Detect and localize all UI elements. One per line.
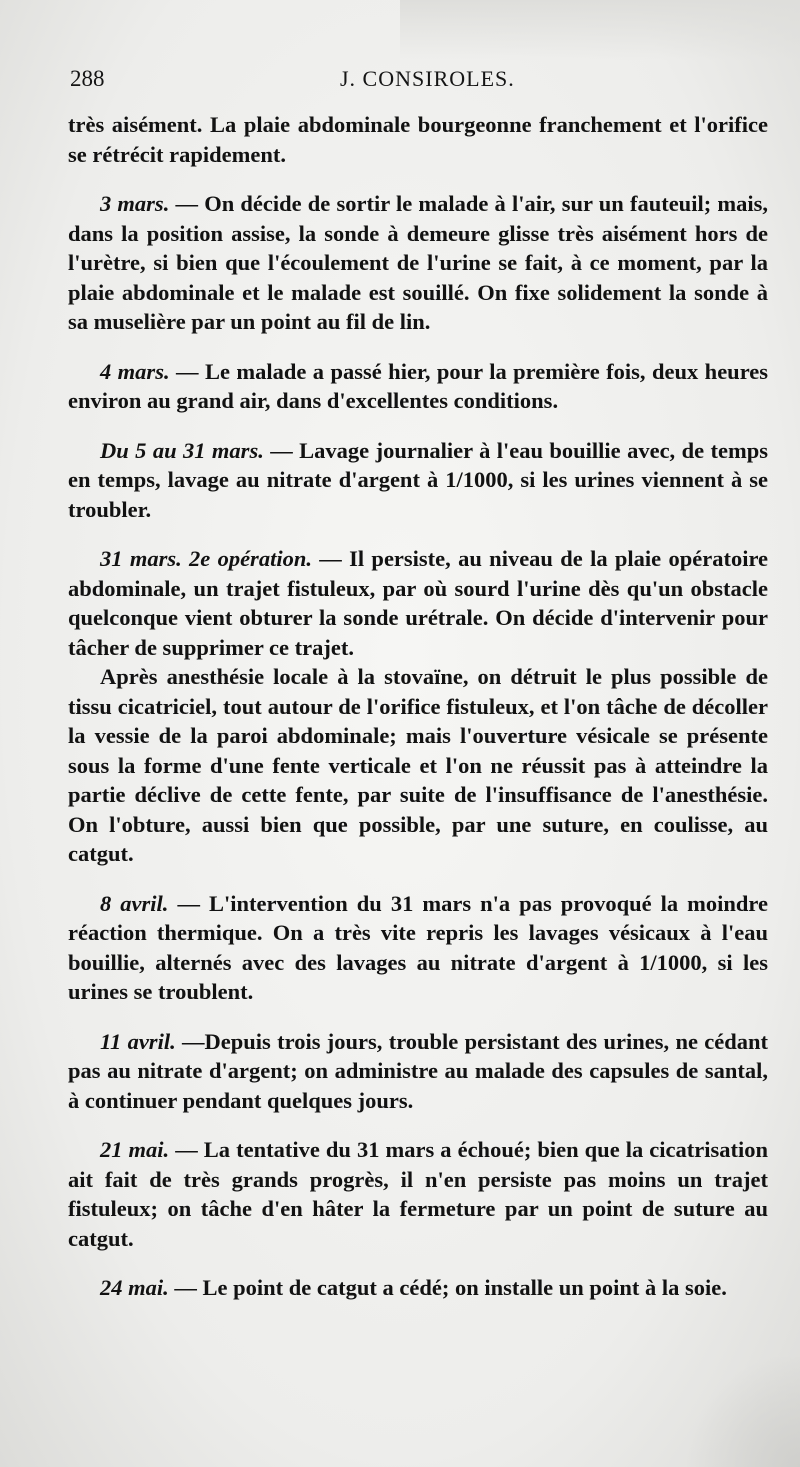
paragraph-continued (68, 662, 768, 869)
entry-date: Du 5 au 31 mars. (100, 437, 264, 463)
running-head: J. CONSIROLES. (340, 66, 515, 91)
entry-text: Le point de catgut a cédé; on installe un point à la soie. (202, 1275, 727, 1300)
journal-entry (68, 357, 768, 416)
entry-text: L'intervention du 31 mars n'a pas provoqué la moindre réaction thermique. On a très vite repris les lavages vésicaux à l'eau bouillie, alternés avec des lavages au nitrate d'argent à 1/1000, si les urines se troublent. (68, 890, 768, 1004)
entry-separator: — (168, 1275, 203, 1300)
scan-shade-corner (680, 1357, 800, 1467)
journal-entry (68, 889, 768, 1007)
journal-entry (68, 189, 768, 337)
entry-date: 4 mars. (100, 358, 170, 384)
entry-text: Depuis trois jours, trouble persistant des urines, ne cédant pas au nitrate d'argent; on administre au malade des capsules de santal, à continuer pendant quelques jours. (68, 1028, 768, 1113)
entry-separator: — (169, 191, 205, 216)
page-header (70, 66, 770, 106)
journal-entry (68, 544, 768, 662)
entry-text: La tentative du 31 mars a échoué; bien que la cicatrisation ait fait de très grands progrès, il n'en persiste pas moins un trajet fistuleux; on tâche d'en hâter la fermeture par un point de suture au catgut. (68, 1137, 769, 1251)
entry-date: 24 mai. (100, 1275, 169, 1300)
entry-text: Lavage journalier à l'eau bouillie avec, de temps en temps, lavage au nitrate d'argent à 1/1000, si les urines viennent à se troubler. (68, 437, 769, 522)
paragraph-continuation (68, 110, 768, 169)
entry-separator: — (263, 437, 300, 463)
entry-date: 3 mars. (100, 191, 170, 216)
entry-date: 21 mai. (100, 1137, 170, 1162)
journal-entry (68, 1135, 768, 1253)
entry-text: Le malade a passé hier, pour la première fois, deux heures environ au grand air, dans d'excellentes conditions. (68, 358, 769, 413)
page-number: 288 (70, 66, 105, 91)
entry-separator: — (169, 1137, 204, 1162)
entry-date: 31 mars. 2e opération. (100, 546, 312, 571)
entry-text: Il persiste, au niveau de la plaie opératoire abdominale, un trajet fistuleux, par où sourd l'urine dès qu'un obstacle quelconque vient obturer la sonde urétrale. On décide d'intervenir pour tâcher de supprimer ce trajet. (68, 546, 769, 660)
scan-shade-top (400, 0, 800, 60)
entry-text: On décide de sortir le malade à l'air, sur un fauteuil; mais, dans la position assise, la sonde à demeure glisse très aisément hors de l'urètre, si bien que l'écoulement de l'urine se fait, à ce moment, par la plaie abdominale et le malade est souillé. On fixe solidement la sonde à sa muselière par un point au fil de lin. (68, 191, 768, 334)
entry-separator: — (169, 358, 205, 384)
entry-date: 11 avril. (100, 1028, 176, 1054)
journal-entry (68, 436, 768, 525)
entry-date: 8 avril. (100, 890, 169, 916)
journal-entry (68, 1027, 768, 1116)
paragraph-text: Après anesthésie locale à la stovaïne, on détruit le plus possible de tissu cicatriciel, tout autour de l'orifice fistuleux, et l'on tâche de décoller la vessie de la paroi abdominale; mais l'ouverture vésicale se présente sous la forme d'une fente verticale et l'on ne réussit pas à atteindre la partie déclive de cette fente, par suite de l'insuffisance de l'anesthésie. On l'obture, aussi bien que possible, par une suture, en coulisse, au catgut. (68, 664, 768, 866)
entry-separator: — (311, 546, 350, 571)
paragraph-text: très aisément. La plaie abdominale bourgeonne franchement et l'orifice se rétrécit rapidement. (68, 112, 768, 167)
entry-separator: — (175, 1028, 205, 1054)
journal-entry (68, 1273, 768, 1303)
entry-separator: — (168, 890, 209, 916)
body-text (68, 110, 768, 1303)
